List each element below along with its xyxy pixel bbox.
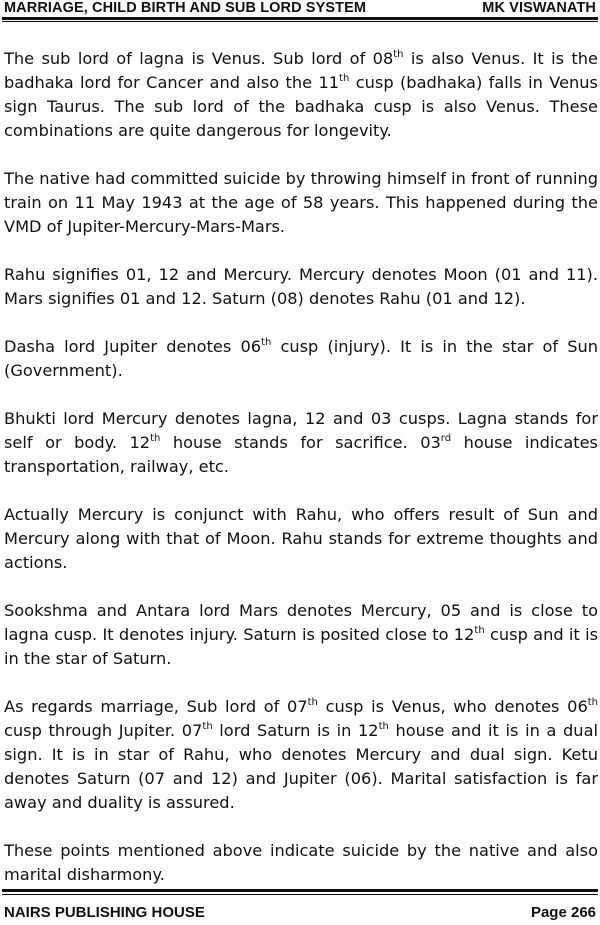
body-paragraph (4, 695, 598, 815)
paragraph-text: cusp (badhaka) falls in Venus sign Taurus. The sub lord of the badhaka cusp is also Venus. These combinations are quite dangerous for longevity. (4, 73, 598, 140)
author-name: MK VISWANATH (482, 0, 596, 16)
footer-rule-thin (2, 894, 598, 895)
running-footer (4, 903, 596, 921)
page-number: Page 266 (530, 903, 596, 921)
paragraph-text: Dasha lord Jupiter denotes 06 (4, 337, 262, 356)
ordinal-superscript: th (474, 625, 485, 636)
paragraph-text: The sub lord of lagna is Venus. Sub lord of 08 (4, 49, 394, 68)
publisher-name: NAIRS PUBLISHING HOUSE (4, 903, 205, 921)
footer-rule (2, 889, 598, 892)
paragraph-text: Bhukti lord Mercury denotes lagna, 12 and 03 cusps. Lagna stands for self or body. 12 (4, 409, 598, 452)
ordinal-superscript: th (587, 697, 599, 708)
body-paragraph (4, 263, 598, 311)
paragraph-text: cusp (injury). It is in the star of Sun (Government). (4, 337, 598, 380)
paragraph-text: house stands for sacrifice. 03 (160, 433, 441, 452)
body-paragraph (4, 407, 598, 479)
paragraph-text: As regards marriage, Sub lord of 07 (4, 697, 308, 716)
ordinal-superscript: th (261, 337, 272, 348)
body-paragraph (4, 839, 598, 887)
paragraph-text: is also Venus. It is the badhaka lord for Cancer and also the 11 (4, 49, 598, 92)
ordinal-superscript: th (393, 49, 404, 60)
body-paragraph (4, 599, 598, 671)
ordinal-superscript: th (307, 697, 318, 708)
paragraph-text: cusp is Venus, who denotes 06 (317, 697, 588, 716)
page-body (4, 47, 598, 911)
header-rule (2, 17, 598, 20)
paragraph-text: cusp and it is in the star of Saturn. (4, 625, 598, 668)
body-paragraph (4, 503, 598, 575)
running-header (4, 0, 596, 16)
paragraph-text: These points mentioned above indicate suicide by the native and also marital disharmony. (4, 841, 598, 884)
paragraph-text: Sookshma and Antara lord Mars denotes Mercury, 05 and is close to lagna cusp. It denotes injury. Saturn is posited close to 12 (4, 601, 598, 644)
ordinal-superscript: th (150, 433, 161, 444)
ordinal-superscript: th (339, 73, 350, 84)
header-rule-thin (2, 21, 598, 22)
body-paragraph (4, 335, 598, 383)
paragraph-text: lord Saturn is in 12 (212, 721, 379, 740)
paragraph-text: house indicates transportation, railway, etc. (4, 433, 598, 476)
body-paragraph (4, 167, 598, 239)
ordinal-superscript: rd (440, 433, 452, 444)
ordinal-superscript: th (202, 721, 213, 732)
paragraph-text: cusp through Jupiter. 07 (4, 721, 203, 740)
paragraph-text: house and it is in a dual sign. It is in star of Rahu, who denotes Mercury and dual sign. Ketu denotes Saturn (07 and 12) and Jupiter (06). Marital satisfaction is far away and duality is assured. (4, 721, 598, 812)
paragraph-text: Rahu signifies 01, 12 and Mercury. Mercury denotes Moon (01 and 11). Mars signifies 01 and 12. Saturn (08) denotes Rahu (01 and 12). (4, 265, 598, 308)
ordinal-superscript: th (378, 721, 389, 732)
body-paragraph (4, 47, 598, 143)
book-title: MARRIAGE, CHILD BIRTH AND SUB LORD SYSTEM (4, 0, 367, 16)
paragraph-text: Actually Mercury is conjunct with Rahu, who offers result of Sun and Mercury along with that of Moon. Rahu stands for extreme thoughts and actions. (4, 505, 598, 572)
paragraph-text: The native had committed suicide by throwing himself in front of running train on 11 May 1943 at the age of 58 years. This happened during the VMD of Jupiter-Mercury-Mars-Mars. (4, 169, 598, 236)
